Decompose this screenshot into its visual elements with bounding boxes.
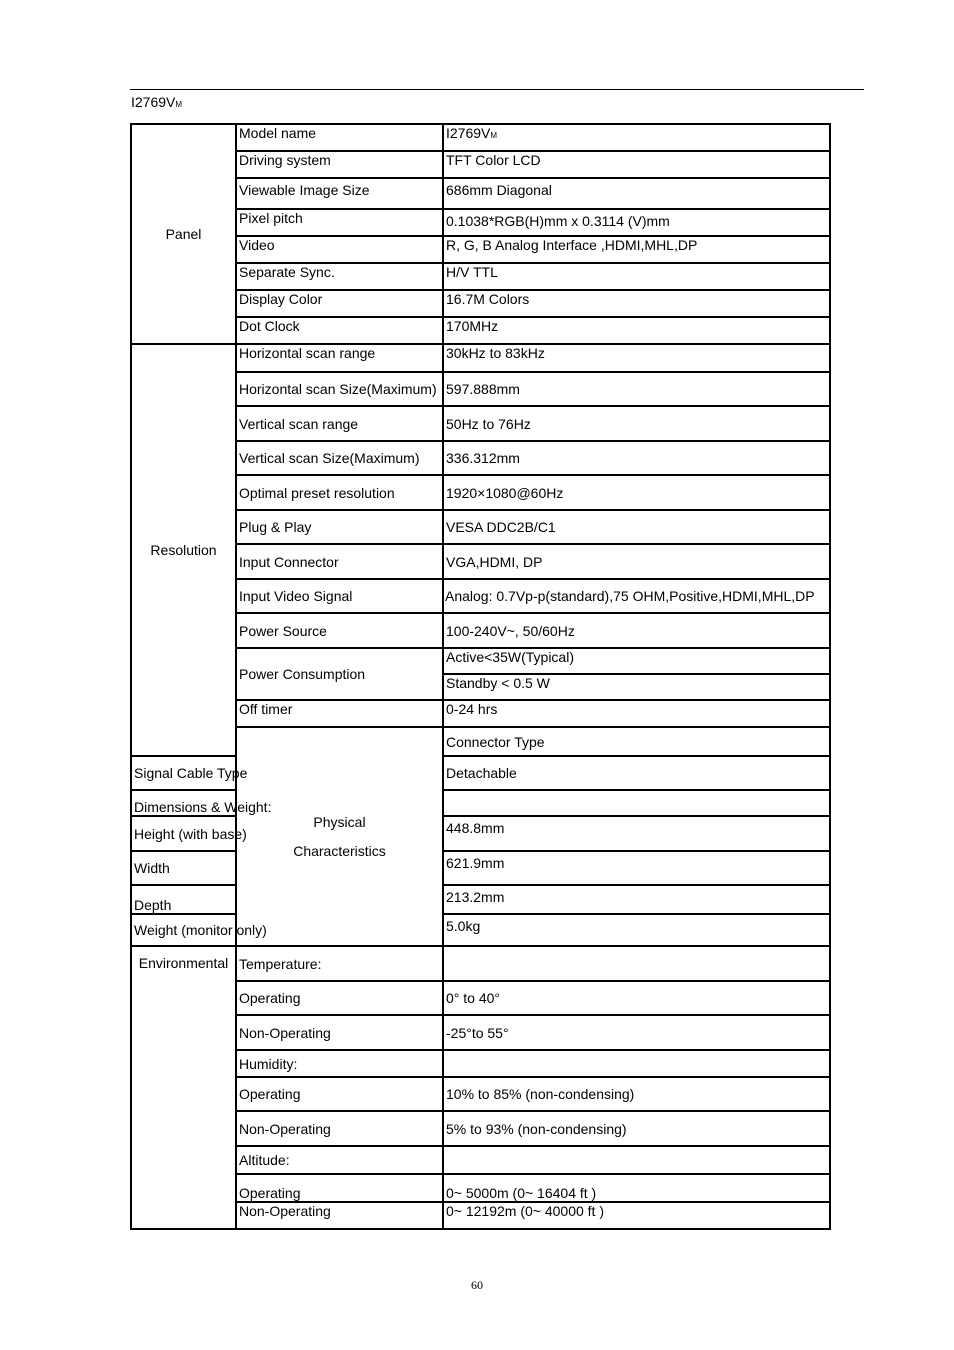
table-row [131,1146,830,1174]
spec-value: 30kHz to 83kHz [443,344,830,372]
table-row [131,1111,830,1146]
spec-label: Vertical scan Size(Maximum) [236,441,443,475]
spec-label: Width [131,851,236,885]
table-row [131,1015,830,1050]
spec-value: 336.312mm [443,441,830,475]
spec-label: Humidity: [236,1050,443,1077]
table-row [131,700,830,727]
spec-label: Power Source [236,613,443,648]
table-row [131,1077,830,1111]
spec-value: Detachable [443,756,830,790]
table-row [131,727,830,756]
table-row [131,946,830,981]
spec-label: Non-Operating [236,1111,443,1146]
table-row [131,475,830,510]
spec-label: Operating [236,1174,443,1202]
spec-label: Connector Type [443,727,830,756]
group-panel: Panel [131,124,236,344]
spec-label: Altitude: [236,1146,443,1174]
table-row [131,236,830,263]
spec-value [443,1050,830,1077]
table-row [131,263,830,290]
spec-value: 5.0kg [443,914,830,946]
table-row [131,579,830,613]
spec-label: Signal Cable Type [131,756,236,790]
table-row [131,816,830,851]
table-row [131,648,830,674]
group-environmental: Environmental [131,946,236,1229]
spec-value: 448.8mm [443,816,830,851]
spec-value: VESA DDC2B/C1 [443,510,830,544]
spec-value: 10% to 85% (non-condensing) [443,1077,830,1111]
spec-value: Standby < 0.5 W [443,674,830,700]
table-row [131,290,830,317]
table-row [131,914,830,946]
spec-value: 0° to 40° [443,981,830,1015]
table-row [131,124,830,151]
table-row [131,317,830,344]
spec-value: 50Hz to 76Hz [443,406,830,441]
table-row [131,151,830,178]
spec-label: Horizontal scan Size(Maximum) [236,372,443,406]
spec-label: Height (with base) [131,816,236,851]
spec-label: Depth [131,885,236,914]
spec-label: Non-Operating [236,1202,443,1229]
table-row [131,441,830,475]
header-rule [130,89,864,90]
spec-table [130,123,831,1230]
spec-label: Plug & Play [236,510,443,544]
table-row [131,851,830,885]
spec-value: R, G, B Analog Interface ,HDMI,MHL,DP [443,236,830,263]
spec-label: Temperature: [236,946,443,981]
spec-value [443,1146,830,1174]
table-row [131,981,830,1015]
spec-label: Input Connector [236,544,443,579]
spec-value: 0.1038*RGB(H)mm x 0.3114 (V)mm [443,209,830,236]
spec-value: Active<35W(Typical) [443,648,830,674]
spec-label: Dimensions & Weight: [131,790,236,816]
spec-label: Model name [236,124,443,151]
spec-value: H/V TTL [443,263,830,290]
table-row [131,613,830,648]
spec-value: 686mm Diagonal [443,178,830,209]
table-row [131,756,830,790]
spec-label: Non-Operating [236,1015,443,1050]
table-row [131,1174,830,1202]
table-row [131,544,830,579]
page-number: 60 [471,1278,483,1292]
table-row [131,209,830,236]
spec-label: Optimal preset resolution [236,475,443,510]
group-physical: Physical Characteristics [236,727,443,946]
spec-value: 16.7M Colors [443,290,830,317]
spec-label: Driving system [236,151,443,178]
table-row [131,178,830,209]
table-row [131,406,830,441]
spec-value [443,790,830,816]
group-resolution: Resolution [131,344,236,756]
spec-value: 213.2mm [443,885,830,914]
spec-label: Power Consumption [236,648,443,700]
spec-value: VGA,HDMI, DP [443,544,830,579]
spec-value: 0-24 hrs [443,700,830,727]
spec-value [443,946,830,981]
table-row [131,790,830,816]
table-row [131,344,830,372]
table-row [131,372,830,406]
spec-value: 0~ 12192m (0~ 40000 ft ) [443,1202,830,1229]
spec-label: Dot Clock [236,317,443,344]
spec-label: Vertical scan range [236,406,443,441]
header-model-suffix: M [175,100,183,109]
table-row [131,1050,830,1077]
spec-label: Viewable Image Size [236,178,443,209]
spec-value: 1920×1080@60Hz [443,475,830,510]
spec-label: Operating [236,1077,443,1111]
spec-value: -25°to 55° [443,1015,830,1050]
spec-label: Separate Sync. [236,263,443,290]
spec-value: 597.888mm [443,372,830,406]
header-model-name: I2769V [131,94,176,110]
table-row [131,1202,830,1229]
table-row [131,885,830,914]
spec-value: TFT Color LCD [443,151,830,178]
spec-label: Weight (monitor only) [131,914,236,946]
spec-label: Input Video Signal [236,579,443,613]
spec-label: Horizontal scan range [236,344,443,372]
spec-label: Operating [236,981,443,1015]
spec-value: 621.9mm [443,851,830,885]
spec-value: 5% to 93% (non-condensing) [443,1111,830,1146]
header-model [131,94,182,110]
spec-value: 170MHz [443,317,830,344]
spec-value: 100-240V~, 50/60Hz [443,613,830,648]
spec-label: Display Color [236,290,443,317]
spec-value: Analog: 0.7Vp-p(standard),75 OHM,Positive,HDMI,MHL,DP [443,579,830,613]
spec-value: I2769VM [443,124,830,151]
spec-label: Off timer [236,700,443,727]
spec-label: Video [236,236,443,263]
spec-value: 0~ 5000m (0~ 16404 ft ) [443,1174,830,1202]
spec-label: Pixel pitch [236,209,443,236]
table-row [131,510,830,544]
